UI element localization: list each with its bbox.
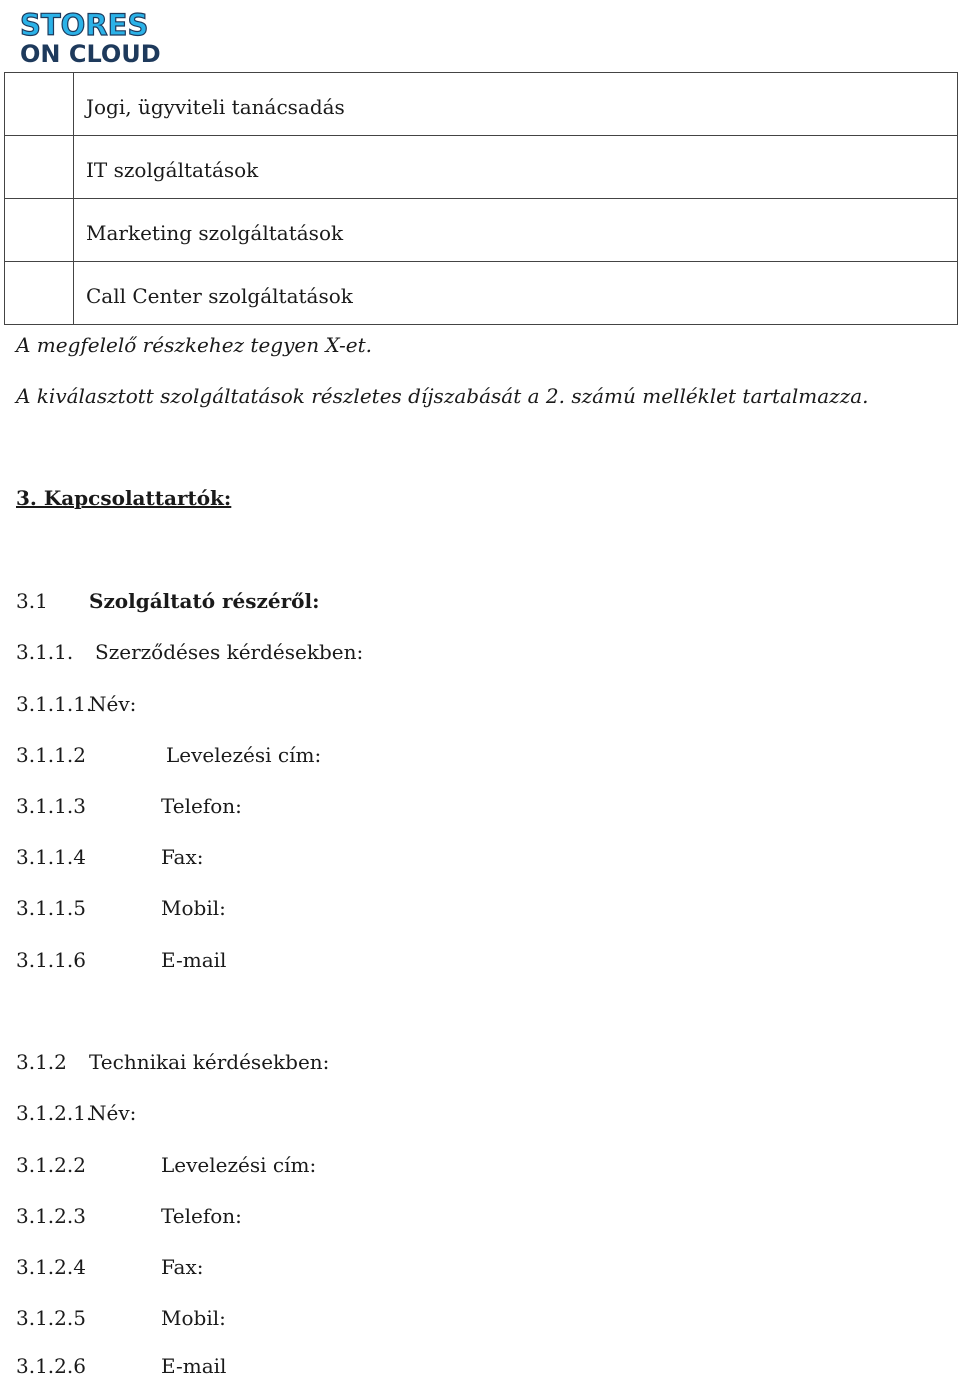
service-checkbox-cell[interactable] — [5, 136, 74, 199]
service-row — [5, 136, 958, 199]
contract-field-mobile — [16, 896, 616, 920]
field-label: Levelezési cím: — [161, 1153, 317, 1177]
technical-field-address — [16, 1153, 616, 1177]
field-num: 3.1.1.4 — [16, 845, 86, 869]
contract-label: Szerződéses kérdésekben: — [95, 640, 364, 664]
field-label: Fax: — [161, 845, 204, 869]
service-label: Call Center szolgáltatások — [74, 262, 958, 325]
logo-graphic — [20, 8, 180, 66]
field-label: Név: — [89, 692, 137, 716]
technical-heading — [16, 1050, 616, 1074]
field-num: 3.1.1.3 — [16, 794, 86, 818]
field-num: 3.1.2.6 — [16, 1354, 86, 1378]
field-num: 3.1.1.5 — [16, 896, 86, 920]
field-label: Levelezési cím: — [166, 743, 322, 767]
field-num: 3.1.1.6 — [16, 948, 86, 972]
service-checkbox-cell[interactable] — [5, 262, 74, 325]
service-label: Marketing szolgáltatások — [74, 199, 958, 262]
contract-field-email — [16, 948, 616, 972]
field-label: Név: — [89, 1101, 137, 1125]
pricing-note: A kiválasztott szolgáltatások részletes díjszabását a 2. számú melléklet tartalmazza. — [16, 384, 869, 408]
field-num: 3.1.2.1. — [16, 1101, 93, 1125]
field-num: 3.1.2.4 — [16, 1255, 86, 1279]
services-table — [4, 72, 958, 325]
technical-label: Technikai kérdésekben: — [89, 1050, 330, 1074]
contract-num: 3.1.1. — [16, 640, 74, 664]
service-row — [5, 199, 958, 262]
field-num: 3.1.2.5 — [16, 1306, 86, 1330]
logo-line1: STORES — [20, 8, 149, 42]
field-label: Telefon: — [161, 794, 242, 818]
service-checkbox-cell[interactable] — [5, 199, 74, 262]
field-label: E-mail — [161, 948, 227, 972]
field-label: Mobil: — [161, 896, 226, 920]
section-title: 3. Kapcsolattartók: — [16, 486, 232, 510]
field-num: 3.1.2.2 — [16, 1153, 86, 1177]
field-label: Fax: — [161, 1255, 204, 1279]
service-row — [5, 73, 958, 136]
field-label: Mobil: — [161, 1306, 226, 1330]
technical-field-mobile — [16, 1306, 616, 1330]
provider-label: Szolgáltató részéről: — [89, 589, 320, 613]
provider-num: 3.1 — [16, 589, 48, 613]
contract-field-phone — [16, 794, 616, 818]
service-label: IT szolgáltatások — [74, 136, 958, 199]
contract-field-name — [16, 692, 616, 716]
provider-heading — [16, 589, 616, 613]
contract-heading — [16, 640, 616, 664]
field-num: 3.1.1.2 — [16, 743, 86, 767]
contract-field-fax — [16, 845, 616, 869]
stores-on-cloud-logo — [20, 8, 180, 66]
technical-field-phone — [16, 1204, 616, 1228]
field-num: 3.1.2.3 — [16, 1204, 86, 1228]
field-label: E-mail — [161, 1354, 227, 1378]
field-num: 3.1.1.1. — [16, 692, 93, 716]
service-checkbox-cell[interactable] — [5, 73, 74, 136]
service-label: Jogi, ügyviteli tanácsadás — [74, 73, 958, 136]
contract-field-address — [16, 743, 616, 767]
mark-instruction: A megfelelő részkehez tegyen X-et. — [16, 333, 372, 357]
technical-field-fax — [16, 1255, 616, 1279]
technical-field-email — [16, 1354, 616, 1378]
technical-field-name — [16, 1101, 616, 1125]
field-label: Telefon: — [161, 1204, 242, 1228]
service-row — [5, 262, 958, 325]
technical-num: 3.1.2 — [16, 1050, 67, 1074]
logo-line2: ON CLOUD — [20, 40, 161, 66]
